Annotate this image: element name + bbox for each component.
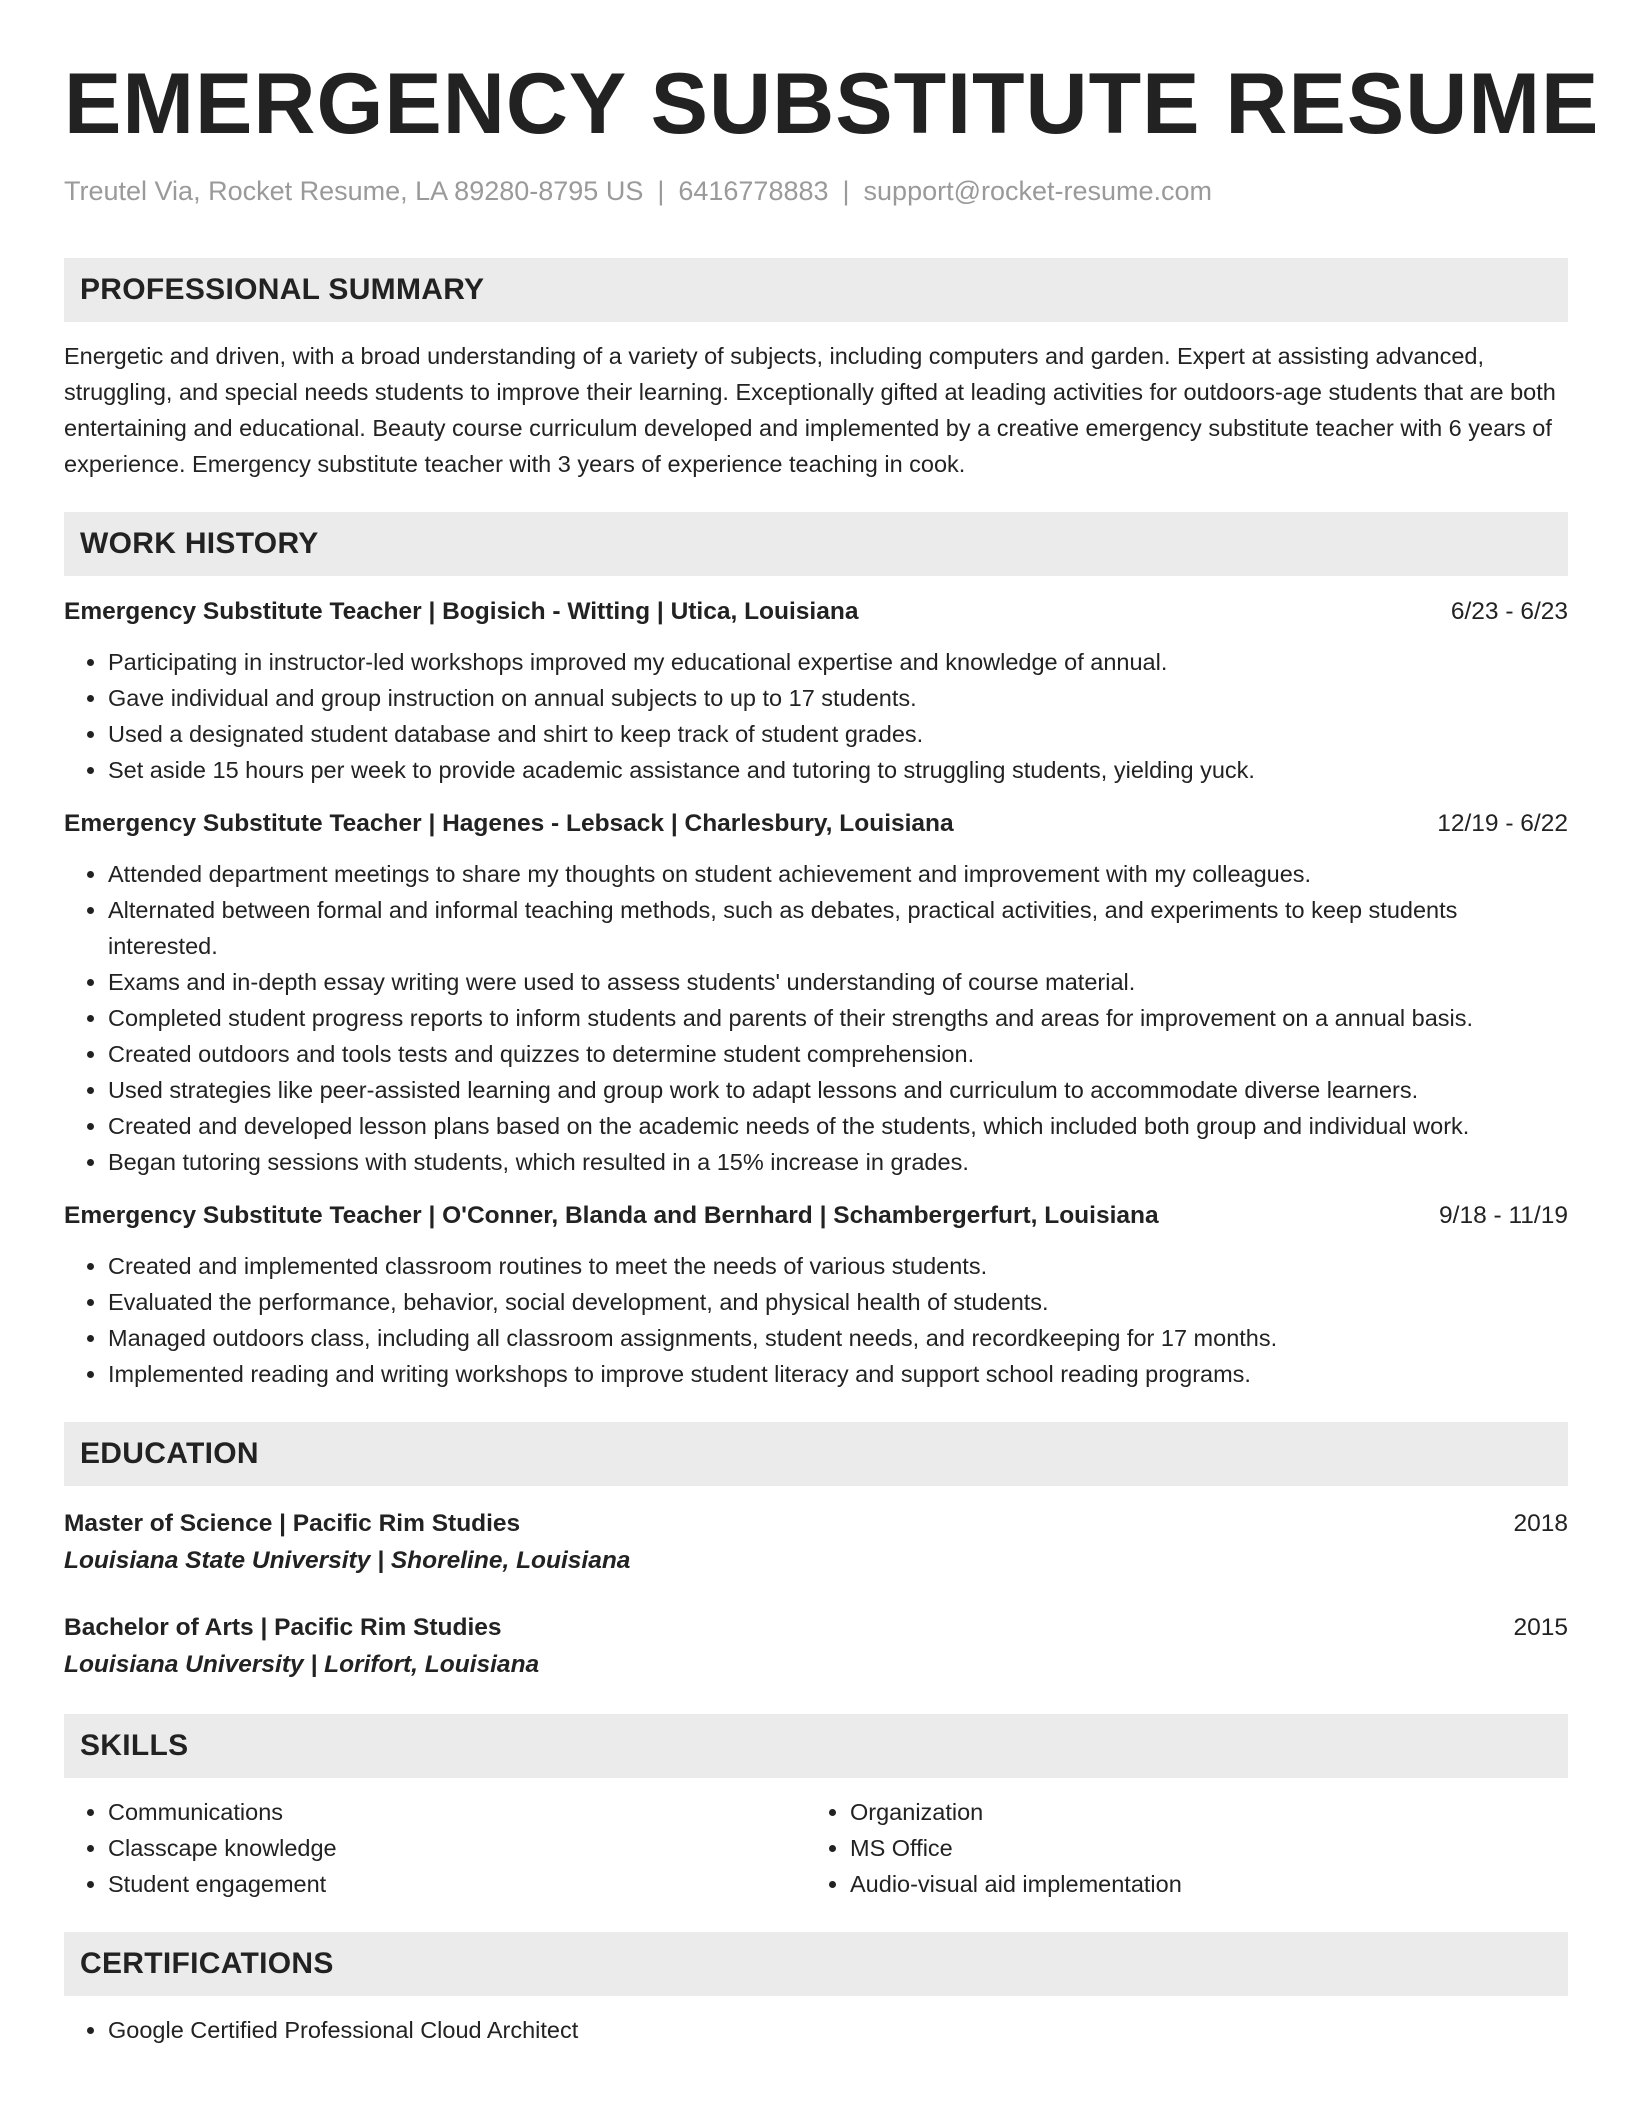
job-bullet: • Set aside 15 hours per week to provide academic assistance and tutoring to struggling students, yielding yuck. <box>108 752 1568 788</box>
job-bullet: • Created and developed lesson plans based on the academic needs of the students, which included both group and individual work. <box>108 1108 1568 1144</box>
skill-item: • Audio-visual aid implementation <box>850 1866 1548 1902</box>
job-bullet: • Created and implemented classroom routines to meet the needs of various students. <box>108 1248 1568 1284</box>
contact-email: support@rocket-resume.com <box>863 176 1213 206</box>
job-bullet: • Evaluated the performance, behavior, social development, and physical health of students. <box>108 1284 1568 1320</box>
job-title: Emergency Substitute Teacher | O'Conner, Blanda and Bernhard | Schambergerfurt, Louisiana <box>64 1202 1159 1229</box>
education-header <box>64 1506 1568 1542</box>
education-header <box>64 1610 1568 1646</box>
skills-bullets <box>64 1794 806 1902</box>
job-bullet: • Created outdoors and tools tests and quizzes to determine student comprehension. <box>108 1036 1568 1072</box>
education-year: 2015 <box>1513 1614 1568 1641</box>
job-bullet: • Participating in instructor-led workshops improved my educational expertise and knowledge of annual. <box>108 644 1568 680</box>
contact-separator: | <box>657 176 665 206</box>
section-heading-education: EDUCATION <box>64 1422 1568 1486</box>
job-bullet: • Exams and in-depth essay writing were used to assess students' understanding of course material. <box>108 964 1568 1000</box>
skill-item: • Classcape knowledge <box>108 1830 806 1866</box>
job-bullet: • Alternated between formal and informal teaching methods, such as debates, practical activities, and experiments to keep students interested. <box>108 892 1568 964</box>
job-header <box>64 1198 1568 1234</box>
skills-bullets <box>806 1794 1548 1902</box>
skills-column-left <box>64 1794 806 1902</box>
education-degree: Bachelor of Arts | Pacific Rim Studies <box>64 1614 502 1641</box>
job-bullet: • Implemented reading and writing workshops to improve student literacy and support school reading programs. <box>108 1356 1568 1392</box>
skill-item: • MS Office <box>850 1830 1548 1866</box>
section-heading-skills: SKILLS <box>64 1714 1568 1778</box>
job-bullets <box>64 1248 1568 1392</box>
education-degree: Master of Science | Pacific Rim Studies <box>64 1510 521 1537</box>
job-header <box>64 594 1568 630</box>
contact-line <box>64 174 1568 208</box>
job-entry <box>64 594 1568 788</box>
contact-phone: 6416778883 <box>678 176 829 206</box>
job-entry <box>64 806 1568 1180</box>
section-heading-certifications: CERTIFICATIONS <box>64 1932 1568 1996</box>
summary-text: Energetic and driven, with a broad understanding of a variety of subjects, including computers and garden. Expert at assisting advanced, struggling, and special needs students to improve their learning. Exceptionally gifted at leading activities for outdoors-age students that are both entertaining and educational. Beauty course curriculum developed and implemented by a creative emergency substitute teacher with 6 years of experience. Emergency substitute teacher with 3 years of experience teaching in cook. <box>64 343 1556 477</box>
job-title: Emergency Substitute Teacher | Bogisich - Witting | Utica, Louisiana <box>64 598 859 625</box>
job-bullet: • Gave individual and group instruction on annual subjects to up to 17 students. <box>108 680 1568 716</box>
contact-address: Treutel Via, Rocket Resume, LA 89280-8795 US <box>64 176 644 206</box>
resume-page <box>64 0 1600 2048</box>
job-bullet: • Used a designated student database and shirt to keep track of student grades. <box>108 716 1568 752</box>
skills-list <box>64 1794 1568 1902</box>
job-dates: 6/23 - 6/23 <box>1450 598 1568 625</box>
skill-item: • Student engagement <box>108 1866 806 1902</box>
job-bullet: • Completed student progress reports to inform students and parents of their strengths and areas for improvement on a annual basis. <box>108 1000 1568 1036</box>
section-heading-work-history: WORK HISTORY <box>64 512 1568 576</box>
job-header <box>64 806 1568 842</box>
section-heading-summary: PROFESSIONAL SUMMARY <box>64 258 1568 322</box>
job-bullets <box>64 856 1568 1180</box>
job-bullet: • Used strategies like peer-assisted learning and group work to adapt lessons and curriculum to accommodate diverse learners. <box>108 1072 1568 1108</box>
job-bullet: • Attended department meetings to share my thoughts on student achievement and improvement with my colleagues. <box>108 856 1568 892</box>
job-bullet: • Managed outdoors class, including all classroom assignments, student needs, and recordkeeping for 17 months. <box>108 1320 1568 1356</box>
job-bullets <box>64 644 1568 788</box>
job-title: Emergency Substitute Teacher | Hagenes - Lebsack | Charlesbury, Louisiana <box>64 810 954 837</box>
education-entry <box>64 1610 1568 1684</box>
resume-title: EMERGENCY SUBSTITUTE RESUME <box>64 56 1600 152</box>
skill-item: • Organization <box>850 1794 1548 1830</box>
job-entry <box>64 1198 1568 1392</box>
skill-item: • Communications <box>108 1794 806 1830</box>
education-school: Louisiana University | Lorifort, Louisiana <box>64 1651 540 1678</box>
job-dates: 12/19 - 6/22 <box>1437 810 1568 837</box>
skills-column-right <box>806 1794 1548 1902</box>
job-dates: 9/18 - 11/19 <box>1439 1202 1568 1229</box>
job-bullet: • Began tutoring sessions with students, which resulted in a 15% increase in grades. <box>108 1144 1568 1180</box>
certification-item: • Google Certified Professional Cloud Architect <box>108 2012 1568 2048</box>
certifications-section <box>64 1932 1568 2048</box>
education-school: Louisiana State University | Shoreline, Louisiana <box>64 1547 631 1574</box>
certifications-list <box>64 2012 1568 2048</box>
contact-separator: | <box>842 176 850 206</box>
education-entry <box>64 1506 1568 1580</box>
education-year: 2018 <box>1513 1510 1568 1537</box>
